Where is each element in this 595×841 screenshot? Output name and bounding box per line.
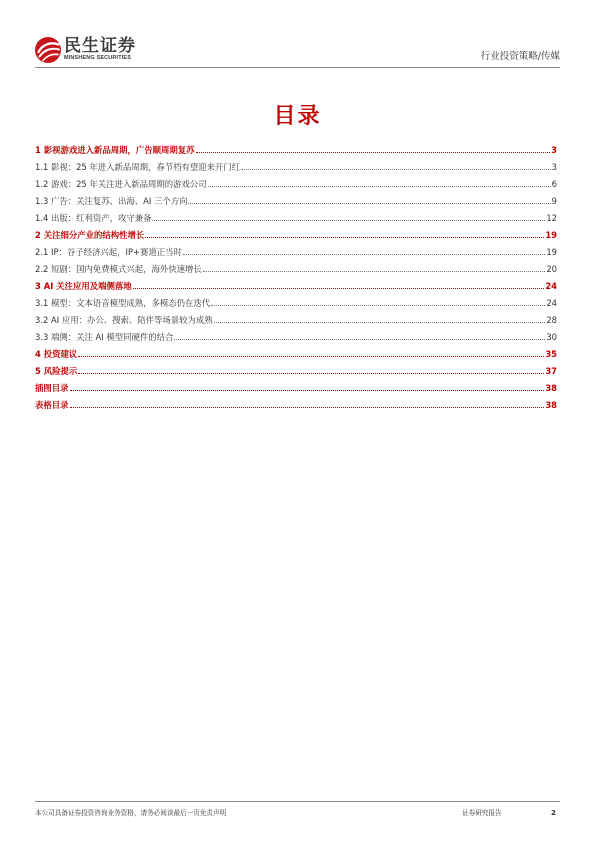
toc-entry-title: 5 风险提示 [35, 366, 78, 376]
toc-page-number: 12 [546, 213, 557, 223]
footer-report-type: 证券研究报告 [462, 809, 502, 817]
toc-entry-title: 3 AI 关注应用及端侧落地 [35, 281, 132, 291]
brand-subtitle: MINSHENG SECURITIES [64, 55, 132, 61]
toc-page-number: 19 [545, 230, 557, 240]
toc-dot-leader [70, 407, 545, 408]
toc-section-link[interactable] [35, 397, 557, 414]
toc-entry-title: 2 关注细分产业的结构性增长 [35, 230, 145, 240]
toc-dot-leader [78, 373, 544, 374]
toc-section-link[interactable] [35, 142, 557, 159]
toc-entry-title: 1.1 影视：25 年进入新品周期，春节档有望迎来开门红 [35, 162, 241, 172]
toc-page-number: 38 [545, 400, 557, 410]
toc-dot-leader [152, 220, 545, 221]
toc-entry-title: 表格目录 [35, 400, 69, 410]
toc-dot-leader [133, 288, 545, 289]
toc-subsection-link[interactable] [35, 193, 557, 210]
toc-dot-leader [188, 203, 550, 204]
footer-disclaimer: 本公司具备证券投资咨询业务资格，请务必阅读最后一页免责声明 [35, 809, 227, 817]
brand-lockup [64, 37, 136, 62]
toc-page-number: 24 [545, 281, 557, 291]
toc-page-number: 19 [546, 247, 557, 257]
toc-page-number: 38 [545, 383, 557, 393]
toc-entry-title: 插图目录 [35, 383, 69, 393]
toc-page-number: 6 [551, 179, 557, 189]
toc-entry-title: 2.2 短剧：国内免费模式兴起，海外快速增长 [35, 264, 202, 274]
footer-page-number: 2 [551, 809, 556, 817]
brand-name: 民生证券 [64, 36, 136, 56]
toc-subsection-link[interactable] [35, 312, 557, 329]
footer-divider [35, 801, 560, 802]
toc-subsection-link[interactable] [35, 210, 557, 227]
toc-page-number: 37 [545, 366, 557, 376]
toc-entry-title: 4 投资建议 [35, 349, 78, 359]
toc-list [35, 142, 557, 414]
toc-dot-leader [211, 305, 545, 306]
toc-entry-title: 1.4 出版：红利资产，攻守兼备 [35, 213, 152, 223]
toc-entry-title: 1.3 广告：关注复苏、出海、AI 三个方向 [35, 196, 188, 206]
toc-section-link[interactable] [35, 380, 557, 397]
toc-dot-leader [70, 390, 545, 391]
toc-entry-title: 1 影视游戏进入新品周期，广告顺周期复苏 [35, 145, 195, 155]
toc-entry-title: 2.1 IP：谷子经济兴起，IP+赛道正当时 [35, 247, 182, 257]
toc-subsection-link[interactable] [35, 329, 557, 346]
toc-dot-leader [208, 186, 551, 187]
toc-section-link[interactable] [35, 346, 557, 363]
toc-entry-title: 3.1 模型：文本语音模型成熟，多模态仍在迭代 [35, 298, 211, 308]
page-title: 目录 [273, 104, 322, 129]
toc-entry-title: 3.2 AI 应用：办公、搜索、陪伴等场景较为成熟 [35, 315, 213, 325]
toc-entry-title: 1.2 游戏：25 年关注进入新品周期的游戏公司 [35, 179, 207, 189]
toc-dot-leader [145, 237, 544, 238]
toc-dot-leader [174, 339, 545, 340]
toc-section-link[interactable] [35, 227, 557, 244]
toc-section-link[interactable] [35, 363, 557, 380]
toc-page-number: 20 [546, 264, 557, 274]
toc-dot-leader [78, 356, 544, 357]
toc-page-number: 3 [551, 145, 557, 155]
report-category: 行业投资策略/传媒 [480, 51, 560, 62]
brand-logo-icon [34, 36, 62, 64]
toc-entry-title: 3.3 端侧：关注 AI 模型同硬件的结合 [35, 332, 174, 342]
toc-dot-leader [203, 271, 546, 272]
toc-page-number: 3 [551, 162, 557, 172]
toc-subsection-link[interactable] [35, 159, 557, 176]
toc-page-number: 35 [545, 349, 557, 359]
toc-dot-leader [183, 254, 545, 255]
header-divider [35, 67, 560, 68]
toc-page-number: 28 [546, 315, 557, 325]
toc-page-number: 30 [546, 332, 557, 342]
toc-subsection-link[interactable] [35, 295, 557, 312]
toc-page-number: 24 [546, 298, 557, 308]
toc-subsection-link[interactable] [35, 261, 557, 278]
toc-dot-leader [241, 169, 550, 170]
toc-section-link[interactable] [35, 278, 557, 295]
toc-page-number: 9 [551, 196, 557, 206]
toc-subsection-link[interactable] [35, 176, 557, 193]
toc-dot-leader [214, 322, 546, 323]
toc-dot-leader [196, 152, 551, 153]
toc-subsection-link[interactable] [35, 244, 557, 261]
